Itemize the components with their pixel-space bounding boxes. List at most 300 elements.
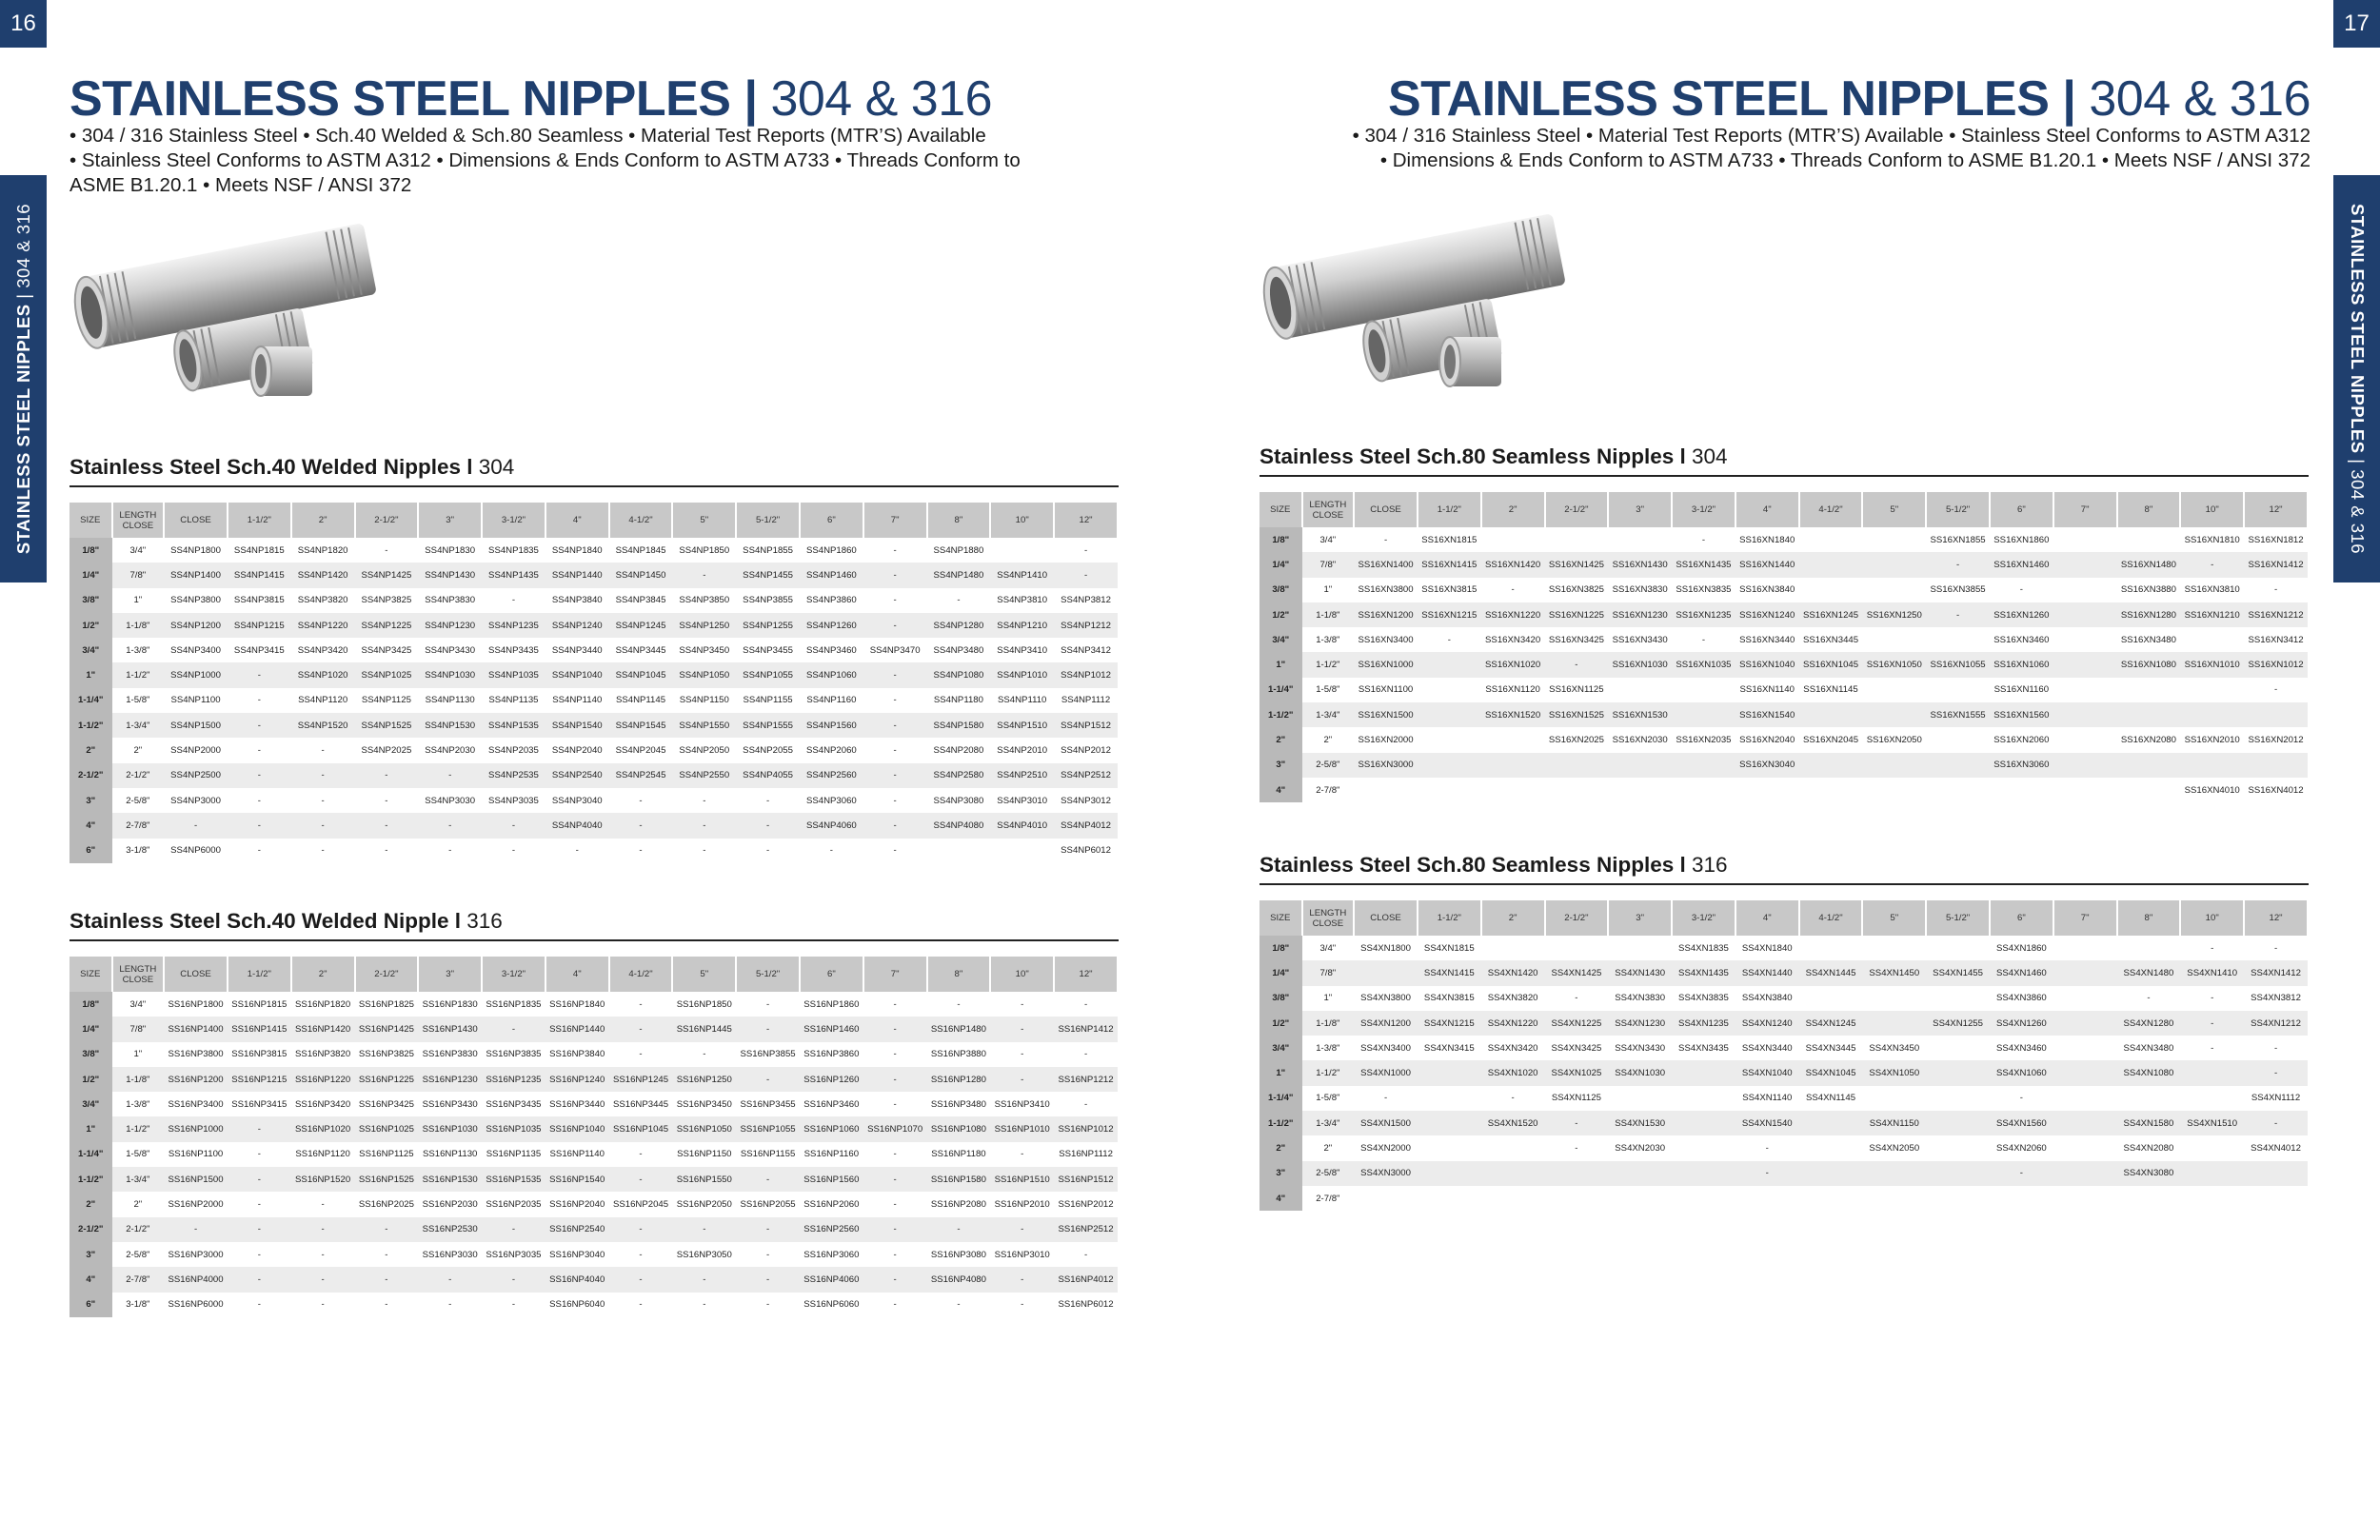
part-number-cell: -	[863, 613, 927, 638]
table-row	[69, 1116, 1118, 1141]
table-row	[69, 713, 1118, 738]
part-number-cell: SS16NP1180	[931, 1149, 986, 1160]
part-number-cell: -	[1083, 998, 1088, 1010]
part-number-cell: -	[355, 763, 419, 788]
part-number-cell: -	[2244, 1060, 2308, 1085]
part-number-cell: SS16NP1400	[164, 1017, 228, 1041]
table-row	[1259, 652, 2308, 677]
length-cell: 3-1/8"	[126, 845, 150, 857]
part-number-cell: SS16XN1812	[2248, 534, 2304, 545]
part-number-cell: SS16XN2012	[2248, 735, 2304, 746]
part-number-cell: SS16NP6060	[803, 1299, 860, 1311]
column-header: 2-1/2"	[1545, 492, 1609, 527]
part-number-cell: SS4NP1220	[291, 613, 355, 638]
part-number-cell	[2180, 1135, 2244, 1160]
part-number-cell: -	[703, 845, 706, 857]
part-number-cell: SS16NP2560	[800, 1217, 863, 1242]
table-sch40-304	[69, 503, 1119, 863]
part-number-cell: SS4NP3412	[1061, 644, 1111, 656]
part-number-cell: -	[893, 1299, 897, 1311]
column-header: 2"	[291, 503, 355, 538]
part-number-cell: SS4NP1580	[927, 713, 991, 738]
section-title	[69, 909, 1119, 941]
part-number-cell	[2117, 678, 2181, 702]
column-header: 4"	[1735, 492, 1799, 527]
table-row	[1259, 1161, 2308, 1186]
part-number-cell: SS4NP1550	[672, 713, 736, 738]
part-number-cell: SS16NP2025	[358, 1199, 414, 1211]
part-number-cell: SS4NP1840	[551, 544, 603, 556]
part-number-cell: SS16XN1225	[1545, 602, 1609, 627]
table-row	[1259, 627, 2308, 652]
part-number-cell: SS4XN1560	[1990, 1111, 2053, 1135]
part-number-cell: SS4XN1030	[1608, 1060, 1672, 1085]
table-row	[69, 688, 1118, 713]
column-header: 5"	[672, 957, 736, 992]
section-sch40-316	[69, 909, 1119, 1317]
size-cell: 3"	[1259, 753, 1302, 778]
part-number-cell	[2180, 702, 2244, 727]
part-number-cell: SS4NP3815	[233, 595, 285, 606]
part-number-cell: SS4XN1230	[1608, 1011, 1672, 1036]
part-number-cell: SS4XN2030	[1615, 1143, 1666, 1155]
part-number-cell: SS4NP2000	[170, 745, 221, 757]
part-number-cell	[1926, 1086, 1990, 1111]
part-number-cell: SS4NP1110	[998, 695, 1047, 706]
part-number-cell	[2117, 702, 2181, 727]
section-title	[69, 455, 1119, 487]
part-number-cell: SS4NP1040	[545, 662, 609, 687]
part-number-cell: -	[703, 1299, 706, 1311]
part-number-cell: -	[765, 795, 770, 806]
part-number-cell: SS4NP1125	[361, 695, 411, 706]
section-title-text: Stainless Steel Sch.40 Welded Nipples l	[69, 455, 473, 479]
part-number-cell: SS16NP4012	[1054, 1267, 1118, 1292]
part-number-cell	[1545, 1186, 1609, 1211]
part-number-cell: SS4NP1035	[482, 662, 545, 687]
part-number-cell: SS16NP1430	[418, 1017, 482, 1041]
part-number-cell: -	[257, 1249, 261, 1260]
part-number-cell: SS16XN2030	[1612, 735, 1668, 746]
part-number-cell: -	[257, 1299, 261, 1311]
part-number-cell: SS16NP1030	[418, 1116, 482, 1141]
table-row	[69, 992, 1118, 1017]
part-number-cell: SS4XN3080	[2117, 1161, 2181, 1186]
part-number-cell: SS16XN1012	[2244, 652, 2308, 677]
part-number-cell: SS16XN1000	[1354, 652, 1418, 677]
part-number-cell: SS4XN3440	[1741, 1042, 1793, 1054]
part-number-cell: SS16NP3855	[740, 1049, 796, 1060]
part-number-cell: -	[736, 1167, 800, 1192]
part-number-cell: SS16NP1530	[418, 1167, 482, 1192]
table-row	[69, 662, 1118, 687]
size-cell: 4"	[69, 1267, 112, 1292]
part-number-cell: SS16XN1555	[1926, 702, 1990, 727]
part-number-cell: SS4NP3415	[233, 644, 285, 656]
part-number-cell: -	[1083, 1249, 1088, 1260]
part-number-cell	[1926, 753, 1990, 778]
part-number-cell: -	[2019, 584, 2023, 596]
part-number-cell: SS4XN1840	[1741, 942, 1793, 954]
part-number-cell: -	[1701, 634, 1706, 645]
stainless-nipples-photo-left	[70, 213, 394, 404]
part-number-cell: -	[765, 998, 770, 1010]
part-number-cell: SS16NP2035	[486, 1199, 542, 1211]
part-number-cell: SS16XN2060	[1993, 735, 2050, 746]
part-number-cell	[1799, 936, 1863, 960]
part-number-cell: SS4NP1230	[418, 613, 482, 638]
part-number-cell: SS16NP1520	[291, 1167, 355, 1192]
part-number-cell: SS4NP1815	[233, 544, 285, 556]
length-cell: 1-3/4"	[1302, 1111, 1355, 1135]
part-number-cell: -	[257, 1149, 261, 1160]
part-number-cell: -	[257, 795, 261, 806]
part-number-cell: SS4NP3400	[170, 644, 221, 656]
table-row	[69, 638, 1118, 662]
size-cell: 2-1/2"	[69, 1217, 112, 1242]
part-number-cell: SS16XN3825	[1548, 584, 1604, 596]
feature-line: • Stainless Steel Conforms to ASTM A312 • Dimensions & Ends Conform to ASTM A733 • Threads Conform to	[69, 149, 1021, 171]
part-number-cell: SS4NP1520	[291, 713, 355, 738]
part-number-cell: SS16NP6040	[549, 1299, 605, 1311]
part-number-cell: SS4NP1850	[679, 544, 730, 556]
part-number-cell: SS16XN1810	[2184, 534, 2240, 545]
part-number-cell: SS4NP2510	[990, 763, 1054, 788]
part-number-cell: -	[863, 1017, 927, 1041]
length-cell: 1-1/8"	[112, 613, 165, 638]
column-header: 1-1/2"	[1418, 900, 1481, 936]
part-number-cell: SS4NP2050	[679, 745, 730, 757]
table-row	[1259, 552, 2308, 577]
part-number-cell: SS4NP3810	[997, 595, 1048, 606]
column-header-size: SIZE	[1259, 900, 1302, 936]
part-number-cell	[1418, 702, 1481, 727]
part-number-cell: -	[385, 1299, 388, 1311]
column-header: 8"	[927, 503, 991, 538]
part-number-cell: SS16NP3840	[549, 1049, 605, 1060]
length-cell: 2-5/8"	[1302, 753, 1355, 778]
part-number-cell: SS4XN1045	[1799, 1060, 1863, 1085]
part-number-cell	[1799, 1135, 1863, 1160]
part-number-cell	[1672, 1161, 1735, 1186]
part-number-cell: SS16XN1560	[1990, 702, 2053, 727]
part-number-cell: -	[228, 713, 291, 738]
part-number-cell: -	[863, 763, 927, 788]
part-number-cell: -	[736, 1267, 800, 1292]
part-number-cell: SS16XN1245	[1799, 602, 1863, 627]
part-number-cell	[1799, 986, 1863, 1011]
part-number-cell: SS16NP4000	[164, 1267, 228, 1292]
part-number-cell: SS4XN3000	[1354, 1161, 1418, 1186]
part-number-cell	[1926, 1161, 1990, 1186]
part-number-cell: -	[228, 1167, 291, 1192]
size-cell: 4"	[1259, 778, 1302, 802]
part-number-cell	[1990, 1186, 2053, 1211]
part-number-cell: SS16NP3060	[803, 1249, 860, 1260]
part-number-cell: SS16NP2030	[422, 1199, 478, 1211]
part-number-cell: -	[893, 1049, 897, 1060]
part-number-cell	[1862, 1086, 1926, 1111]
column-header: 3"	[418, 957, 482, 992]
size-cell: 3/8"	[69, 588, 112, 613]
part-number-cell: SS4XN1835	[1678, 942, 1729, 954]
feature-line: • 304 / 316 Stainless Steel • Material Test Reports (MTR’S) Available • Stainless Steel Conforms to ASTM A312	[1352, 125, 2311, 147]
column-header-size: SIZE	[1259, 492, 1302, 527]
part-number-cell	[1418, 753, 1481, 778]
part-number-cell: SS4NP1260	[800, 613, 863, 638]
table-row	[69, 763, 1118, 788]
part-number-cell: SS16NP1460	[800, 1017, 863, 1041]
part-number-cell: SS16NP1080	[927, 1116, 991, 1141]
part-number-cell: SS4NP1155	[743, 695, 793, 706]
part-number-cell: SS4XN1500	[1354, 1111, 1418, 1135]
part-number-cell: -	[1054, 563, 1118, 587]
part-number-cell: SS4NP2040	[551, 745, 603, 757]
column-header: 5-1/2"	[736, 957, 800, 992]
part-number-cell: SS4NP2060	[805, 745, 857, 757]
column-header: 4"	[1735, 900, 1799, 936]
part-number-cell: SS16XN1840	[1739, 534, 1795, 545]
page-title-left	[69, 70, 992, 128]
part-number-cell: SS16XN3880	[2120, 584, 2176, 596]
part-number-cell	[2053, 1011, 2117, 1036]
part-number-cell: SS16XN1425	[1545, 552, 1609, 577]
part-number-cell: SS4XN1480	[2117, 960, 2181, 985]
column-header: 3-1/2"	[482, 957, 545, 992]
section-sch80-304	[1259, 444, 2309, 802]
part-number-cell: SS16XN1055	[1926, 652, 1990, 677]
part-number-cell: -	[893, 845, 897, 857]
part-number-cell: SS16NP1840	[549, 998, 605, 1010]
part-number-cell: -	[1926, 602, 1990, 627]
part-number-cell: SS4NP1030	[418, 662, 482, 687]
section-title	[1259, 853, 2309, 885]
part-number-cell: SS4XN1420	[1481, 960, 1545, 985]
part-number-cell: SS4XN1520	[1481, 1111, 1545, 1135]
part-number-cell: -	[639, 1049, 643, 1060]
part-number-cell: SS4XN1530	[1608, 1111, 1672, 1135]
part-number-cell: -	[990, 1067, 1054, 1092]
part-number-cell: SS16NP1125	[359, 1149, 414, 1160]
size-cell: 1/8"	[1259, 936, 1302, 960]
part-number-cell	[2244, 1186, 2308, 1211]
part-number-cell: SS16NP1012	[1054, 1116, 1118, 1141]
part-number-cell: SS16XN1145	[1803, 684, 1858, 696]
column-header: 4-1/2"	[609, 957, 673, 992]
table-row	[1259, 1111, 2308, 1135]
part-number-cell: -	[639, 1149, 643, 1160]
column-header: 5"	[1862, 492, 1926, 527]
part-number-cell: SS16XN1480	[2117, 552, 2181, 577]
part-number-cell: SS4XN1112	[2251, 1093, 2301, 1104]
length-cell: 1-1/8"	[1302, 602, 1355, 627]
column-header: 2-1/2"	[355, 503, 419, 538]
part-number-cell: SS16NP1215	[228, 1067, 291, 1092]
part-number-cell: SS4XN1025	[1545, 1060, 1609, 1085]
length-cell: 7/8"	[1302, 552, 1355, 577]
part-number-cell: SS16NP1050	[672, 1116, 736, 1141]
part-number-cell: -	[893, 745, 897, 757]
column-header: 12"	[1054, 957, 1118, 992]
part-number-cell: SS16XN1440	[1735, 552, 1799, 577]
part-number-cell: SS16NP3800	[168, 1049, 224, 1060]
part-number-cell: -	[990, 1217, 1054, 1242]
part-number-cell	[1799, 527, 1863, 552]
part-number-cell: SS16NP2012	[1058, 1199, 1114, 1211]
part-number-cell: SS16NP1825	[358, 998, 414, 1010]
table-row	[1259, 753, 2308, 778]
part-number-cell: SS16NP2080	[930, 1199, 986, 1211]
part-number-cell: SS4NP1830	[425, 544, 476, 556]
part-number-cell: SS16NP1800	[168, 998, 224, 1010]
part-number-cell: SS16NP2010	[994, 1199, 1050, 1211]
page-number-right: 17	[2333, 0, 2380, 48]
size-cell: 1/4"	[69, 563, 112, 587]
part-number-cell: SS4NP3445	[615, 644, 666, 656]
part-number-cell: SS4NP2035	[488, 745, 539, 757]
length-cell: 1-5/8"	[126, 1149, 150, 1160]
part-number-cell: -	[385, 795, 388, 806]
part-number-cell: SS4NP1000	[164, 662, 228, 687]
part-number-cell: SS4XN1440	[1735, 960, 1799, 985]
part-number-cell: SS16XN1500	[1354, 702, 1418, 727]
section-grade: 304	[478, 455, 515, 479]
part-number-cell: SS16XN1030	[1608, 652, 1672, 677]
length-cell: 3/4"	[1319, 942, 1337, 954]
column-header: CLOSE	[1354, 900, 1418, 936]
part-number-cell: SS4XN3815	[1423, 993, 1475, 1004]
part-number-cell	[1545, 527, 1609, 552]
part-number-cell: SS4NP1130	[425, 695, 475, 706]
side-tab-grade: 304 & 316	[12, 203, 33, 288]
part-number-cell: SS16XN2035	[1676, 735, 1732, 746]
part-number-cell: SS16NP3480	[930, 1098, 986, 1110]
part-number-cell: SS16NP3835	[486, 1049, 542, 1060]
part-number-cell: -	[1083, 544, 1088, 556]
part-number-cell: SS16NP1535	[482, 1167, 545, 1192]
part-number-cell: -	[609, 1017, 673, 1041]
part-number-cell: -	[321, 795, 325, 806]
part-number-cell: SS16NP1100	[168, 1149, 224, 1160]
part-number-cell: SS16XN3440	[1739, 634, 1795, 645]
part-number-cell: SS16XN1400	[1354, 552, 1418, 577]
column-header: 3-1/2"	[482, 503, 545, 538]
part-number-cell	[1799, 753, 1863, 778]
table-row	[69, 1142, 1118, 1167]
part-number-cell: SS4NP4055	[736, 763, 800, 788]
part-number-cell: SS4XN1125	[1551, 1093, 1601, 1104]
part-number-cell: SS4XN1225	[1545, 1011, 1609, 1036]
part-number-cell: SS4NP3830	[425, 595, 476, 606]
part-number-cell: SS4NP6012	[1061, 845, 1111, 857]
part-number-cell: SS4NP3012	[1061, 795, 1111, 806]
length-cell: 2-5/8"	[126, 795, 150, 806]
section-grade: 316	[1692, 853, 1728, 877]
part-number-cell: SS16XN1525	[1545, 702, 1609, 727]
side-tab-separator: |	[12, 287, 33, 305]
part-number-cell: SS4XN3800	[1360, 993, 1411, 1004]
column-header: 7"	[2053, 492, 2117, 527]
part-number-cell: -	[257, 845, 261, 857]
part-number-cell: SS16NP1120	[295, 1149, 350, 1160]
size-cell: 1/8"	[69, 538, 112, 563]
side-tab-separator: |	[2347, 453, 2368, 470]
part-number-cell: SS16XN1415	[1418, 552, 1481, 577]
column-header: 10"	[990, 503, 1054, 538]
part-number-cell	[1862, 1011, 1926, 1036]
part-number-cell: -	[228, 763, 291, 788]
length-cell: 1-1/2"	[112, 662, 165, 687]
part-number-cell: SS4NP1880	[933, 544, 984, 556]
size-cell: 1/2"	[1259, 602, 1302, 627]
part-number-cell: SS16NP1055	[736, 1116, 800, 1141]
size-cell: 1"	[69, 1116, 112, 1141]
length-cell: 1-1/8"	[1302, 1011, 1355, 1036]
table-row	[1259, 678, 2308, 702]
part-number-cell: SS16NP3010	[994, 1249, 1050, 1260]
part-number-cell	[1418, 652, 1481, 677]
part-number-cell: SS16NP2540	[545, 1217, 609, 1242]
part-number-cell: SS4XN1415	[1418, 960, 1481, 985]
part-number-cell: -	[448, 845, 452, 857]
part-number-cell: SS16NP1235	[482, 1067, 545, 1092]
part-number-cell	[1545, 936, 1609, 960]
part-number-cell: SS4XN1412	[2244, 960, 2308, 985]
part-number-cell: -	[385, 1249, 388, 1260]
column-header: 5-1/2"	[1926, 492, 1990, 527]
part-number-cell: -	[736, 1217, 800, 1242]
table-row	[69, 1293, 1118, 1317]
part-number-cell: -	[164, 1217, 228, 1242]
part-number-cell: -	[418, 763, 482, 788]
length-cell: 1-5/8"	[1316, 684, 1340, 696]
part-number-cell: SS16XN3815	[1421, 584, 1478, 596]
part-number-cell: -	[2273, 1042, 2278, 1054]
column-header: 1-1/2"	[228, 957, 291, 992]
column-header-size: SIZE	[69, 957, 112, 992]
part-number-cell: -	[765, 845, 770, 857]
part-number-cell	[1481, 1135, 1545, 1160]
part-number-cell: SS4XN3480	[2123, 1042, 2174, 1054]
table-row	[69, 738, 1118, 762]
part-number-cell	[2053, 552, 2117, 577]
size-cell: 2"	[69, 1192, 112, 1216]
length-cell: 2-5/8"	[1302, 1161, 1355, 1186]
part-number-cell	[2053, 1036, 2117, 1060]
part-number-cell: SS16NP3860	[803, 1049, 860, 1060]
part-number-cell: SS4NP2580	[927, 763, 991, 788]
part-number-cell	[1608, 1161, 1672, 1186]
size-cell: 3/8"	[69, 1042, 112, 1067]
part-number-cell: -	[291, 763, 355, 788]
part-number-cell	[2117, 527, 2181, 552]
part-number-cell	[1926, 778, 1990, 802]
part-number-cell: SS4NP3010	[997, 795, 1048, 806]
part-number-cell: SS16NP3825	[358, 1049, 414, 1060]
part-number-cell: SS16XN3480	[2120, 634, 2176, 645]
side-tab-right	[2333, 175, 2380, 582]
size-cell: 3"	[69, 788, 112, 813]
part-number-cell	[2053, 527, 2117, 552]
table-row	[69, 1267, 1118, 1292]
table-row	[69, 1167, 1118, 1192]
column-header: 6"	[1990, 492, 2053, 527]
part-number-cell: SS4NP1160	[806, 695, 857, 706]
part-number-cell: -	[2273, 584, 2278, 596]
size-cell: 3"	[1259, 1161, 1302, 1186]
part-number-cell: SS16NP2040	[549, 1199, 605, 1211]
part-number-cell: SS4XN3820	[1487, 993, 1538, 1004]
